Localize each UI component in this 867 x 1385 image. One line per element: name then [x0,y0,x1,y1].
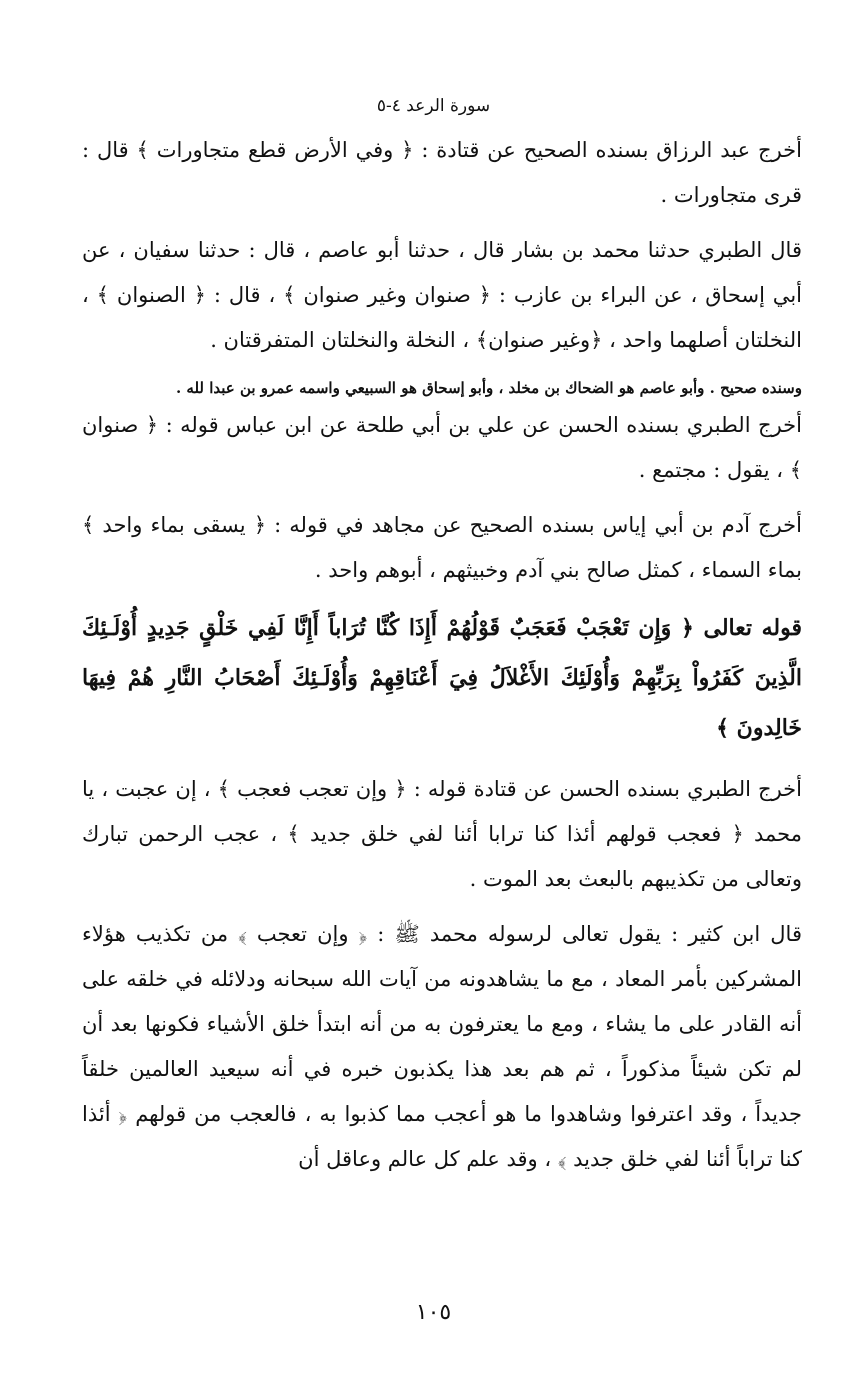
quran-verse: قوله تعالى ﴿ وَإِن تَعْجَبْ فَعَجَبٌ قَوْلُهُمْ أَإِذَا كُنَّا تُرَاباً أَإِنَّا لَفِي خَلْقٍ جَدِيدٍ أُوْلَـئِكَ الَّذِينَ كَفَرُواْ بِرَبِّهِمْ وَأُوْلَئِكَ الأَغْلاَلُ فِيَ أَعْنَاقِهِمْ وَأُوْلَـئِكَ أَصْحَابُ النَّارِ هُمْ فِيهَا خَالِدونَ ﴾ [82,615,802,741]
paragraph-ibn-kathir: قال ابن كثير : يقول تعالى لرسوله محمد ﷺ : ﴿ وإن تعجب ﴾ من تكذيب هؤلاء المشركين بأمر المعاد ، مع ما يشاهدونه من آيات الله سبحانه ودلائله في خلقه على أنه القادر على ما يشاء ، ومع ما يعترفون به من أنه ابتدأ خلق الأشياء فكونها بعد أن لم تكن شيئاً مذكوراً ، ثم هم بعد هذا يكذبون خبره في أنه سيعيد العالمين خلقاً جديداً ، وقد اعترفوا وشاهدوا ما هو أعجب مما كذبوا به ، فالعجب من قولهم ﴿ أئذا كنا تراباً أئنا لفي خلق جديد ﴾ ، وقد علم كل عالم وعاقل أن [82,922,802,1171]
paragraph-tabari-ibn-abbas: أخرج الطبري بسنده الحسن عن علي بن أبي طلحة عن ابن عباس قوله : ﴿ صنوان ﴾ ، يقول : مجتمع . [82,413,802,482]
page-number: ١٠٥ [415,1300,452,1325]
paragraph-abdulrazzaq: أخرج عبد الرزاق بسنده الصحيح عن قتادة : ﴿ وفي الأرض قطع متجاورات ﴾ قال : قرى متجاورات . [82,138,802,207]
footnote-isnad: وسنده صحيح . وأبو عاصم هو الضحاك بن مخلد ، وأبو إسحاق هو السبيعي واسمه عمرو بن عبدا لله . [175,379,802,397]
paragraph-tabari-sinwan: قال الطبري حدثنا محمد بن بشار قال ، حدثنا أبو عاصم ، قال : حدثنا سفيان ، عن أبي إسحاق ، عن البراء بن عازب : ﴿ صنوان وغير صنوان ﴾ ، قال : ﴿ الصنوان ﴾ ، النخلتان أصلهما واحد ، ﴿وغير صنوان﴾ ، النخلة والنخلتان المتفرقتان . [82,238,802,352]
page-body [82,128,802,1192]
running-header: سورة الرعد ٤-٥ [376,96,491,116]
paragraph-tabari-qatada: أخرج الطبري بسنده الحسن عن قتادة قوله : ﴿ وإن تعجب فعجب ﴾ ، إن عجبت ، يا محمد ﴿ فعجب قولهم أئذا كنا ترابا أئنا لفي خلق جديد ﴾ ، عجب الرحمن تبارك وتعالى من تكذيبهم بالبعث بعد الموت . [82,777,802,891]
paragraph-adam-mujahid: أخرج آدم بن أبي إياس بسنده الصحيح عن مجاهد في قوله : ﴿ يسقى بماء واحد ﴾ بماء السماء ، كمثل صالح بني آدم وخبيثهم ، أبوهم واحد . [82,513,802,582]
